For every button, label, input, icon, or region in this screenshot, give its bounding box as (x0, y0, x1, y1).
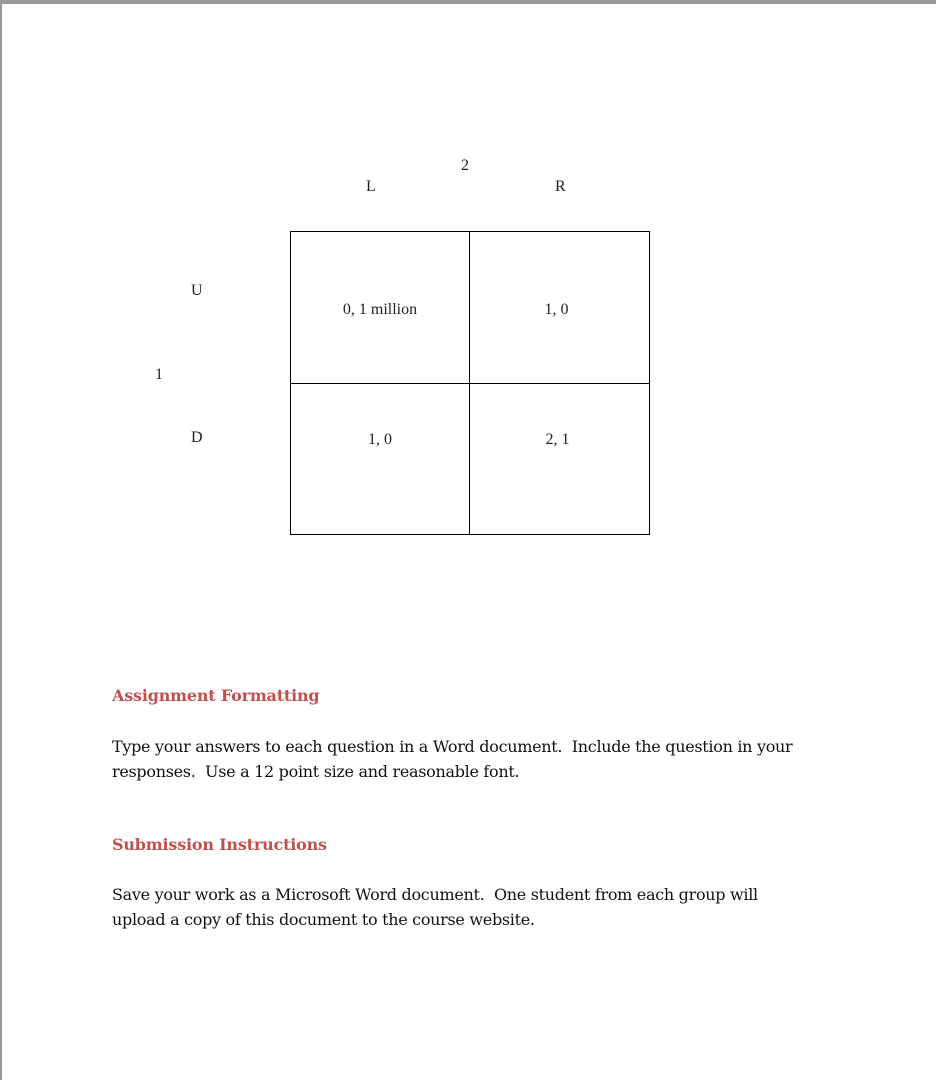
payoff-value: 0, 1 million (342, 301, 418, 318)
payoff-cell-up-right (470, 232, 649, 383)
paragraph-line: responses. Use a 12 point size and reasonable font. (112, 762, 520, 781)
submission-instructions-paragraph (112, 882, 832, 932)
payoff-matrix (290, 231, 650, 535)
column-label-left: L (366, 178, 376, 195)
player-two-label: 2 (461, 157, 469, 174)
paragraph-line: Type your answers to each question in a Word document. Include the question in your (112, 737, 793, 756)
column-label-right: R (555, 178, 566, 195)
payoff-cell-down-right (470, 384, 649, 534)
payoff-value: 2, 1 (545, 431, 570, 448)
row-label-down: D (191, 429, 203, 446)
payoff-cell-down-left (291, 384, 469, 534)
payoff-value: 1, 0 (368, 431, 392, 448)
assignment-formatting-heading: Assignment Formatting (112, 686, 320, 705)
row-label-up: U (191, 282, 203, 299)
payoff-value: 1, 0 (544, 301, 569, 318)
paragraph-line: Save your work as a Microsoft Word document. One student from each group will (112, 885, 758, 904)
paragraph-line: upload a copy of this document to the course website. (112, 910, 535, 929)
submission-instructions-heading: Submission Instructions (112, 835, 327, 854)
player-one-label: 1 (155, 366, 163, 383)
assignment-formatting-paragraph (112, 734, 832, 784)
window-left-border (0, 0, 2, 1080)
window-top-border (0, 0, 936, 4)
payoff-cell-up-left (291, 232, 469, 383)
